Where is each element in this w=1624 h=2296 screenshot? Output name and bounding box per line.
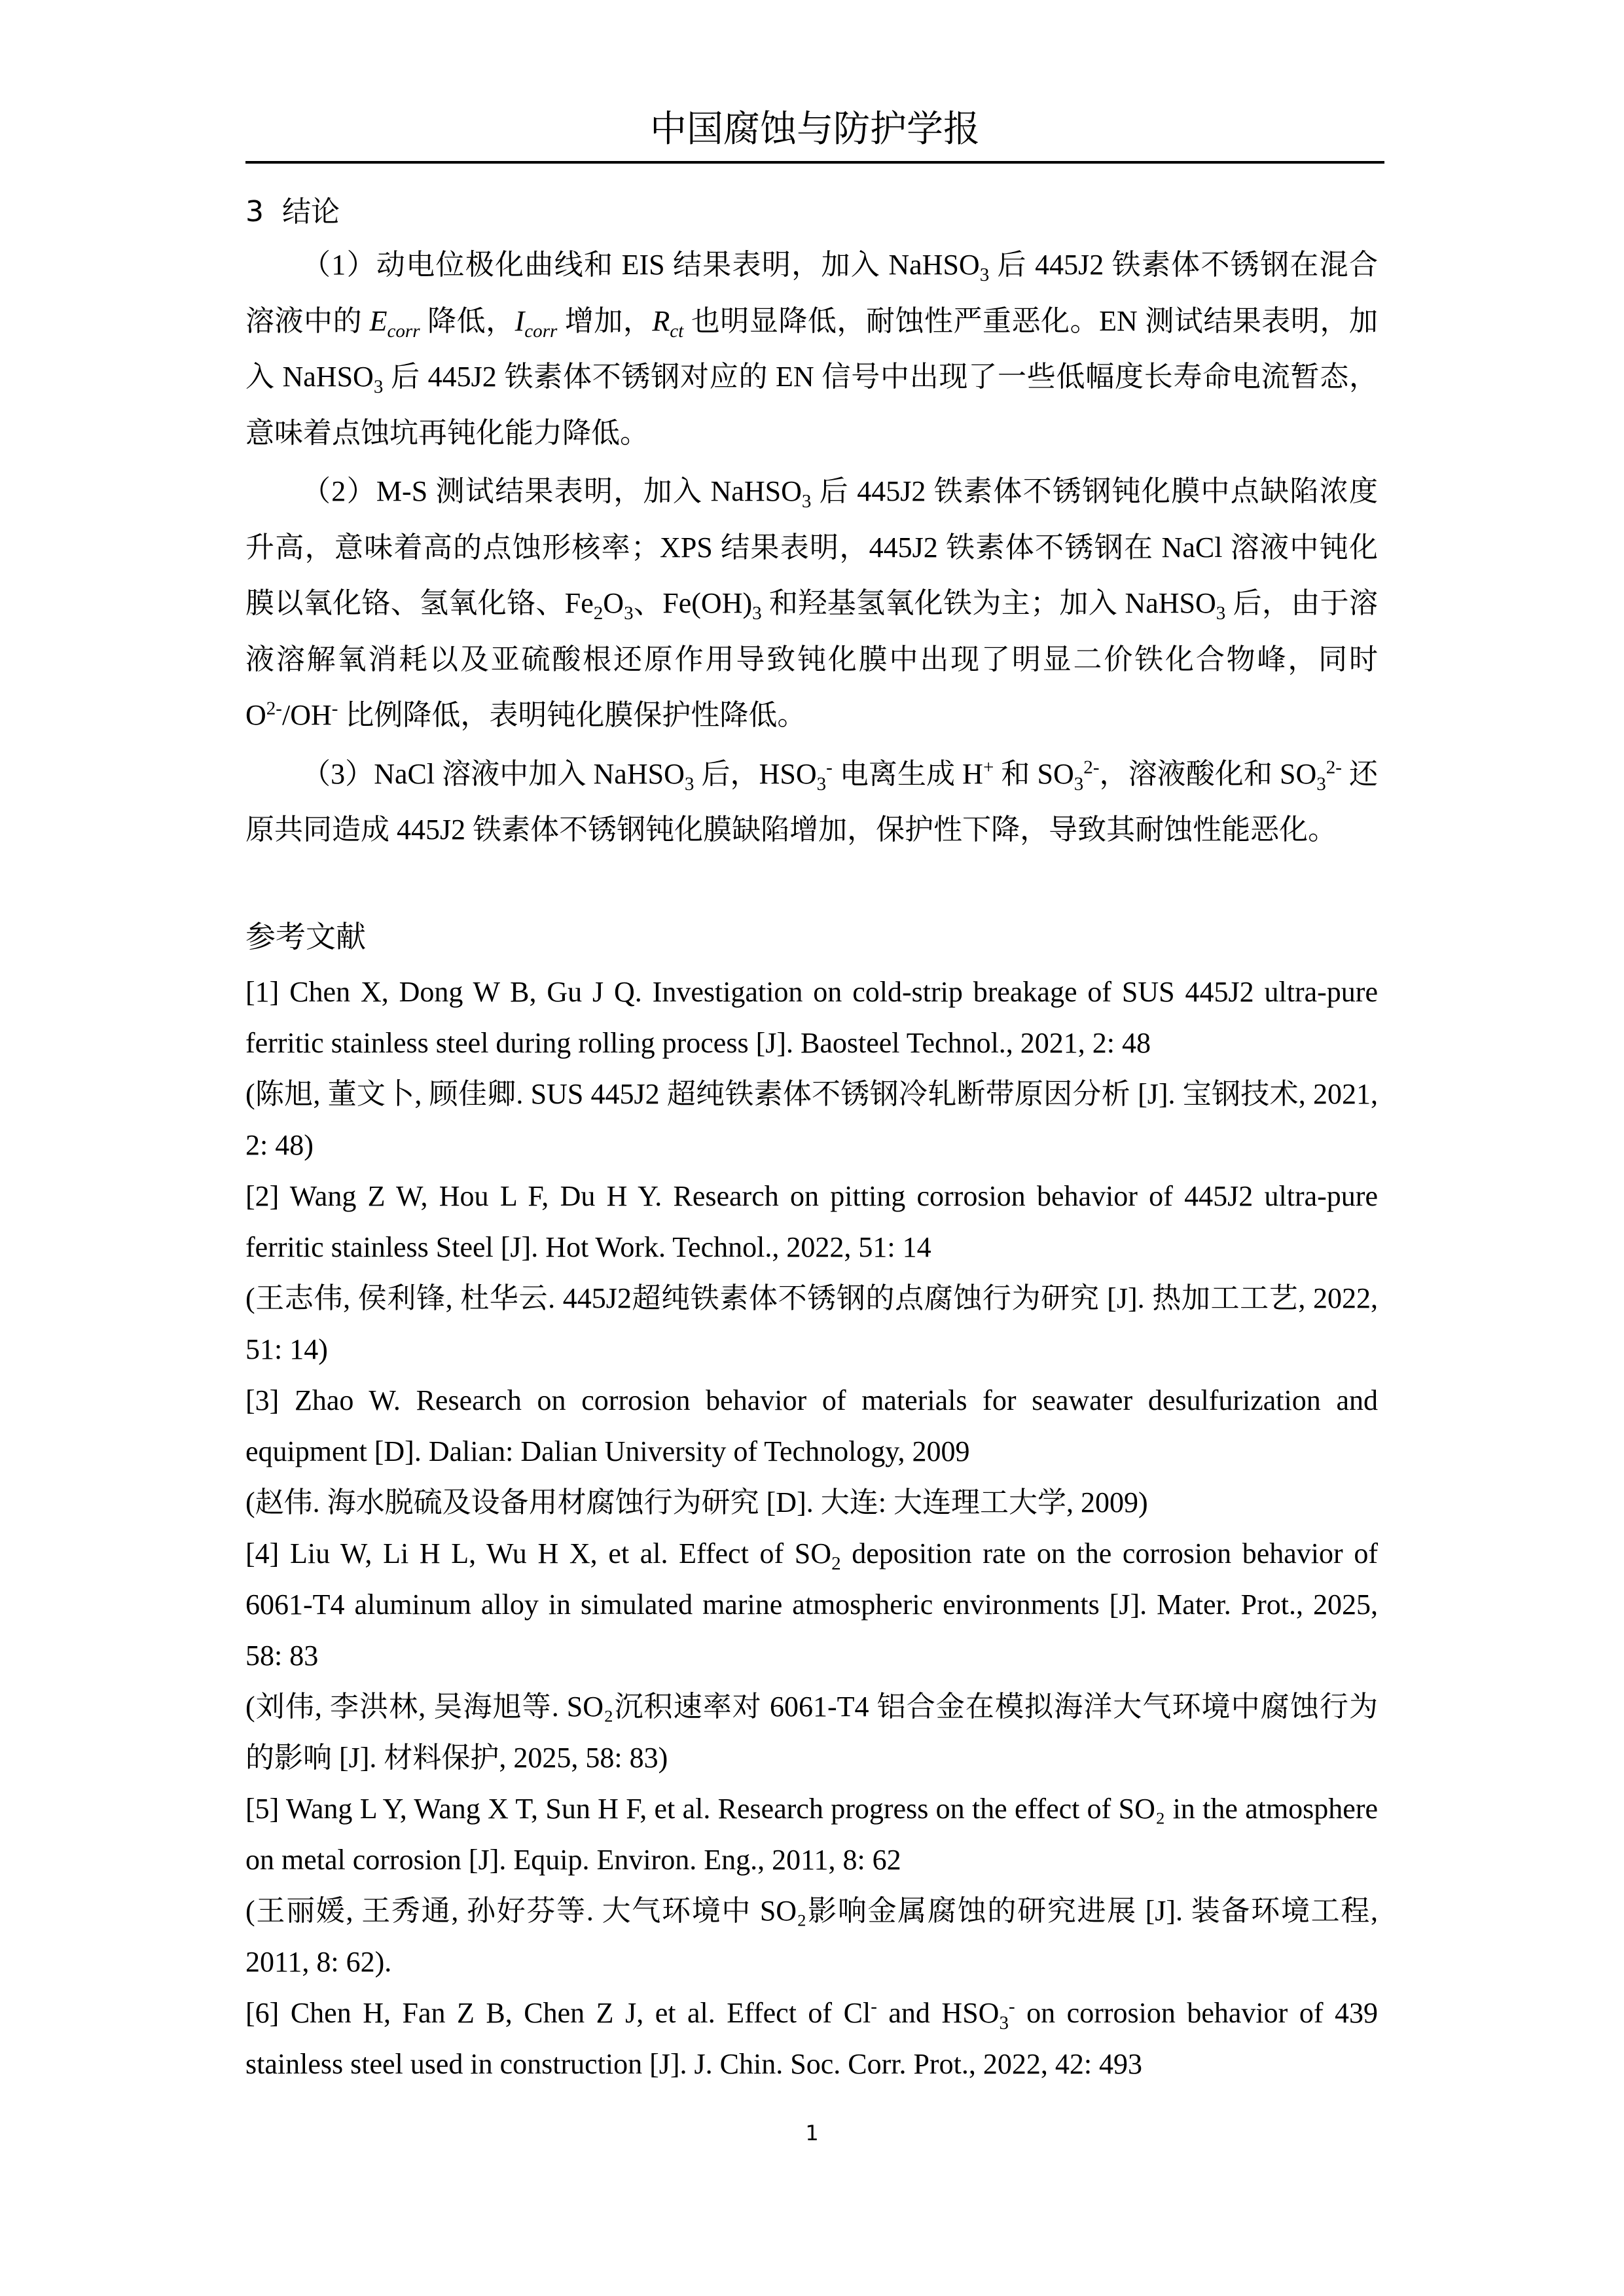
subscript: 3: [373, 376, 384, 397]
text-run: 后 445J2 铁素体不锈钢在混合溶液中的: [245, 249, 1379, 337]
text-run: 也明显降低，耐蚀性严重恶化。EN 测试结果表明，加入 NaHSO: [245, 304, 1379, 393]
text-run: （1）动电位极化曲线和 EIS 结果表明，加入 NaHSO: [302, 249, 980, 281]
subscript: 3: [979, 264, 990, 285]
reference-1-chinese: (陈旭, 董文卜, 顾佳卿. SUS 445J2 超纯铁素体不锈钢冷轧断带原因分析 [J]. 宝钢技术, 2021, 2: 48): [245, 1077, 1378, 1161]
subscript: corr: [387, 320, 420, 342]
references-heading: 参考文献: [245, 918, 366, 954]
page-body: [245, 187, 1378, 2090]
text-run: 后 445J2 铁素体不锈钢对应的 EN 信号中出现了一些低幅度长寿命电流暂态，意味着点蚀坑再钝化能力降低。: [245, 361, 1378, 449]
symbol-i: I: [514, 304, 525, 337]
text-run: [6] Chen H, Fan Z B, Chen Z J, et al. Effect of Cl: [245, 1996, 871, 2029]
text-run: 后，由于溶液溶解氧消耗以及亚硫酸根还原作用导致钝化膜中出现了明显二价铁化合物峰，同时 O: [245, 587, 1379, 731]
text-run: （2）M-S 测试结果表明，加入 NaHSO: [302, 475, 802, 507]
subscript: ct: [670, 320, 684, 342]
reference-2-chinese: (王志伟, 侯利锋, 杜华云. 445J2超纯铁素体不锈钢的点腐蚀行为研究 [J]. 热加工工艺, 2022, 51: 14): [245, 1282, 1378, 1365]
text-run: 和 SO: [994, 757, 1074, 790]
conclusion-paragraph-3: [245, 746, 1378, 858]
subscript: corr: [524, 320, 558, 342]
conclusion-paragraph-2: [245, 463, 1378, 744]
superscript: +: [983, 756, 994, 778]
superscript: 2-: [1326, 756, 1342, 778]
header-rule: [245, 161, 1384, 164]
text-run: 后 445J2 铁素体不锈钢钝化膜中点缺陷浓度升高，意味着高的点蚀形核率；XPS 结果表明，445J2 铁素体不锈钢在 NaCl 溶液中钝化膜以氧化铬、氢氧化铬、Fe: [245, 475, 1378, 619]
text-run: [4] Liu W, Li H L, Wu H X, et al. Effect of SO: [245, 1537, 832, 1570]
text-run: /OH: [281, 699, 332, 731]
reference-3-chinese: (赵伟. 海水脱硫及设备用材腐蚀行为研究 [D]. 大连: 大连理工大学, 2009): [245, 1486, 1148, 1518]
journal-title: 中国腐蚀与防护学报: [650, 108, 980, 151]
subscript: 3: [1216, 602, 1226, 624]
subscript: 3: [684, 773, 695, 795]
text-run: 、Fe(OH): [633, 587, 753, 619]
reference-6: [245, 1988, 1378, 2090]
text-run: 后，HSO: [694, 757, 817, 790]
text-run: O: [603, 587, 624, 619]
superscript: -: [826, 756, 833, 778]
text-run: on corrosion behavior of 439 stainless steel used in construction [J]. J. Chin. Soc. Corr. Prot., 2022, 42: 493: [245, 1996, 1378, 2080]
page-number: 1: [805, 2121, 819, 2145]
reference-2: [2] Wang Z W, Hou L F, Du H Y. Research on pitting corrosion behavior of 445J2 ultra-pure ferritic stainless Steel [J]. Hot Work. Technol., 2022, 51: 14: [245, 1179, 1378, 1263]
superscript: -: [1008, 1995, 1015, 2017]
text-run: and HSO: [876, 1996, 1000, 2029]
text-run: 和羟基氢氧化铁为主；加入 NaHSO: [761, 587, 1216, 619]
text-run: （3）NaCl 溶液中加入 NaHSO: [302, 757, 685, 790]
subscript: 3: [1316, 773, 1326, 795]
text-run: deposition rate on the corrosion behavior of 6061-T4 aluminum alloy in simulated marine atmospheric environments [J]. Mater. Prot., 2025, 58: 83: [245, 1537, 1378, 1672]
reference-4: [245, 1528, 1378, 1681]
superscript: 2-: [1083, 756, 1100, 778]
symbol-e: E: [369, 304, 388, 337]
text-run: 电离生成 H: [832, 757, 983, 790]
subscript: 3: [816, 773, 827, 795]
reference-5-chinese: (王丽媛, 王秀通, 孙好芬等. 大气环境中 SO₂影响金属腐蚀的研究进展 [J]. 装备环境工程, 2011, 8: 62).: [245, 1894, 1378, 1978]
subscript: 3: [752, 602, 762, 624]
subscript: 2: [593, 602, 604, 624]
section-heading: [245, 187, 1378, 237]
reference-1: [1] Chen X, Dong W B, Gu J Q. Investigation on cold-strip breakage of SUS 445J2 ultra-pure ferritic stainless steel during rolling process [J]. Baosteel Technol., 2021, 2: 48: [245, 975, 1378, 1059]
reference-3: [3] Zhao W. Research on corrosion behavior of materials for seawater desulfurization and equipment [D]. Dalian: Dalian University of Technology, 2009: [245, 1384, 1378, 1467]
section-number: 3: [245, 195, 264, 228]
subscript: 3: [624, 602, 634, 624]
text-run: ，溶液酸化和 SO: [1099, 757, 1317, 790]
superscript: -: [871, 1995, 877, 2017]
superscript: 2-: [266, 698, 282, 719]
section-title: 结论: [281, 195, 340, 228]
subscript: 3: [1074, 773, 1084, 795]
symbol-r: R: [652, 304, 670, 337]
superscript: -: [331, 698, 338, 719]
subscript: 3: [801, 490, 812, 512]
conclusion-paragraph-1: [245, 237, 1378, 461]
text-run: 比例降低，表明钝化膜保护性降低。: [338, 699, 806, 731]
text-run: 增加，: [557, 304, 653, 337]
reference-5: [5] Wang L Y, Wang X T, Sun H F, et al. Research progress on the effect of SO₂ in the atmosphere on metal corrosion [J]. Equip. Environ. Eng., 2011, 8: 62: [245, 1792, 1378, 1876]
subscript: 3: [999, 2012, 1009, 2034]
text-run: 还原共同造成 445J2 铁素体不锈钢钝化膜缺陷增加，保护性下降，导致其耐蚀性能恶化。: [245, 757, 1379, 846]
text-run: 降低，: [420, 304, 515, 337]
subscript: 2: [831, 1552, 841, 1574]
reference-4-chinese: (刘伟, 李洪林, 吴海旭等. SO₂沉积速率对 6061-T4 铝合金在模拟海洋大气环境中腐蚀行为的影响 [J]. 材料保护, 2025, 58: 83): [245, 1690, 1378, 1774]
